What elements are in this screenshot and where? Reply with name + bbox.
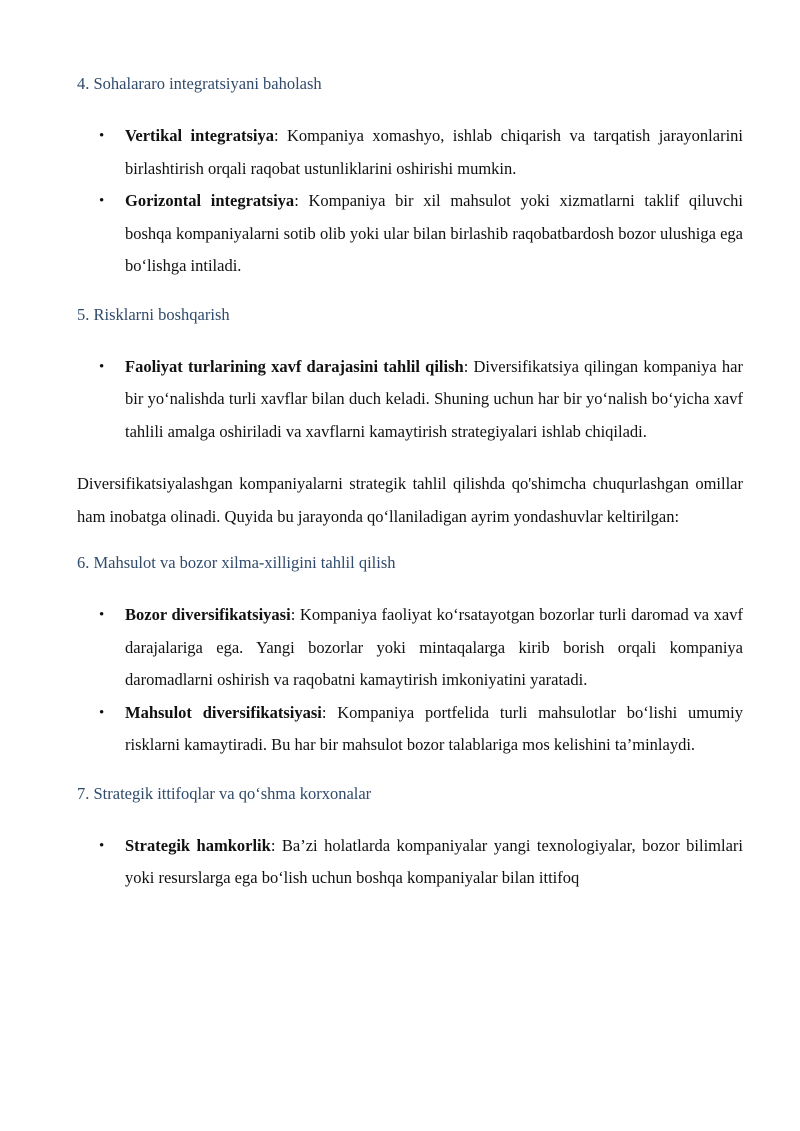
bullet-term: Mahsulot diversifikatsiyasi (125, 702, 322, 722)
bullet-list-4 (77, 120, 743, 283)
bullet-icon: • (99, 193, 105, 209)
bullet-term: Gorizontal integratsiya (125, 191, 295, 210)
document-page (77, 72, 743, 915)
section-heading-5: 5. Risklarni boshqarish (77, 304, 230, 324)
bullet-term: Bozor diversifikatsiyasi (125, 605, 291, 624)
list-item (77, 185, 743, 283)
list-item (77, 697, 743, 762)
bullet-term: Strategik hamkorlik (125, 835, 271, 855)
section-heading-4: 4. Sohalararo integratsiyani baholash (77, 74, 322, 93)
bullet-text: : Kompaniya portfelida turli mahsulotlar bo‘lishi umumiy risklarni kamaytiradi. Bu har bir mahsulot bozor talablariga mos kelishini ta’minlaydi. (125, 702, 743, 754)
bullet-term: Vertikal integratsiya (125, 126, 274, 145)
bullet-text: : Ba’zi holatlarda kompaniyalar yangi texnologiyalar, bozor bilimlari yoki resurslarga ega bo‘lish uchun boshqa kompaniyalar bilan ittifoq (125, 835, 743, 887)
bullet-list-5 (77, 351, 743, 449)
bullet-icon: • (99, 704, 105, 721)
bullet-text: : Kompaniya faoliyat ko‘rsatayotgan bozorlar turli daromad va xavf darajalariga ega. Yangi bozorlar yoki mintaqalarga kirib borish orqali kompaniya daromadlarni oshirish va raqobatni kamaytirish imkoniyatini yaratadi. (125, 605, 743, 689)
section-heading-6: 6. Mahsulot va bozor xilma-xilligini tahlil qilish (77, 553, 396, 572)
intro-paragraph: Diversifikatsiyalashgan kompaniyalarni strategik tahlil qilishda qo'shimcha chuqurlashgan omillar ham inobatga olinadi. Quyida bu jarayonda qo‘llaniladigan ayrim yondashuvlar keltirilgan: (77, 474, 743, 526)
bullet-text: : Kompaniya bir xil mahsulot yoki xizmatlarni taklif qiluvchi boshqa kompaniyalarni sotib olib yoki ular bilan birlashib raqobatbardosh bozor ulushiga ega bo‘lishga intiladi. (125, 191, 743, 275)
bullet-text: : Kompaniya xomashyo, ishlab chiqarish va tarqatish jarayonlarini birlashtirish orqali raqobat ustunliklarini oshirishi mumkin. (125, 126, 743, 178)
list-item (77, 599, 743, 697)
list-item (77, 351, 743, 449)
bullet-list-6 (77, 599, 743, 762)
bullet-icon: • (99, 607, 105, 623)
bullet-text: : Diversifikatsiya qilingan kompaniya har bir yo‘nalishda turli xavflar bilan duch keladi. Shuning uchun har bir yo‘nalish bo‘yicha xavf tahlili amalga oshiriladi va xavflarni kamaytirish strategiyalari ishlab chiqiladi. (125, 356, 743, 441)
bullet-icon: • (99, 837, 105, 854)
list-item (77, 830, 743, 895)
bullet-icon: • (99, 358, 105, 375)
bullet-icon: • (99, 128, 105, 144)
bullet-term: Faoliyat turlarining xavf darajasini tahlil qilish (125, 356, 464, 376)
list-item (77, 120, 743, 185)
bullet-list-7 (77, 830, 743, 895)
section-heading-7: 7. Strategik ittifoqlar va qo‘shma korxonalar (77, 783, 372, 803)
